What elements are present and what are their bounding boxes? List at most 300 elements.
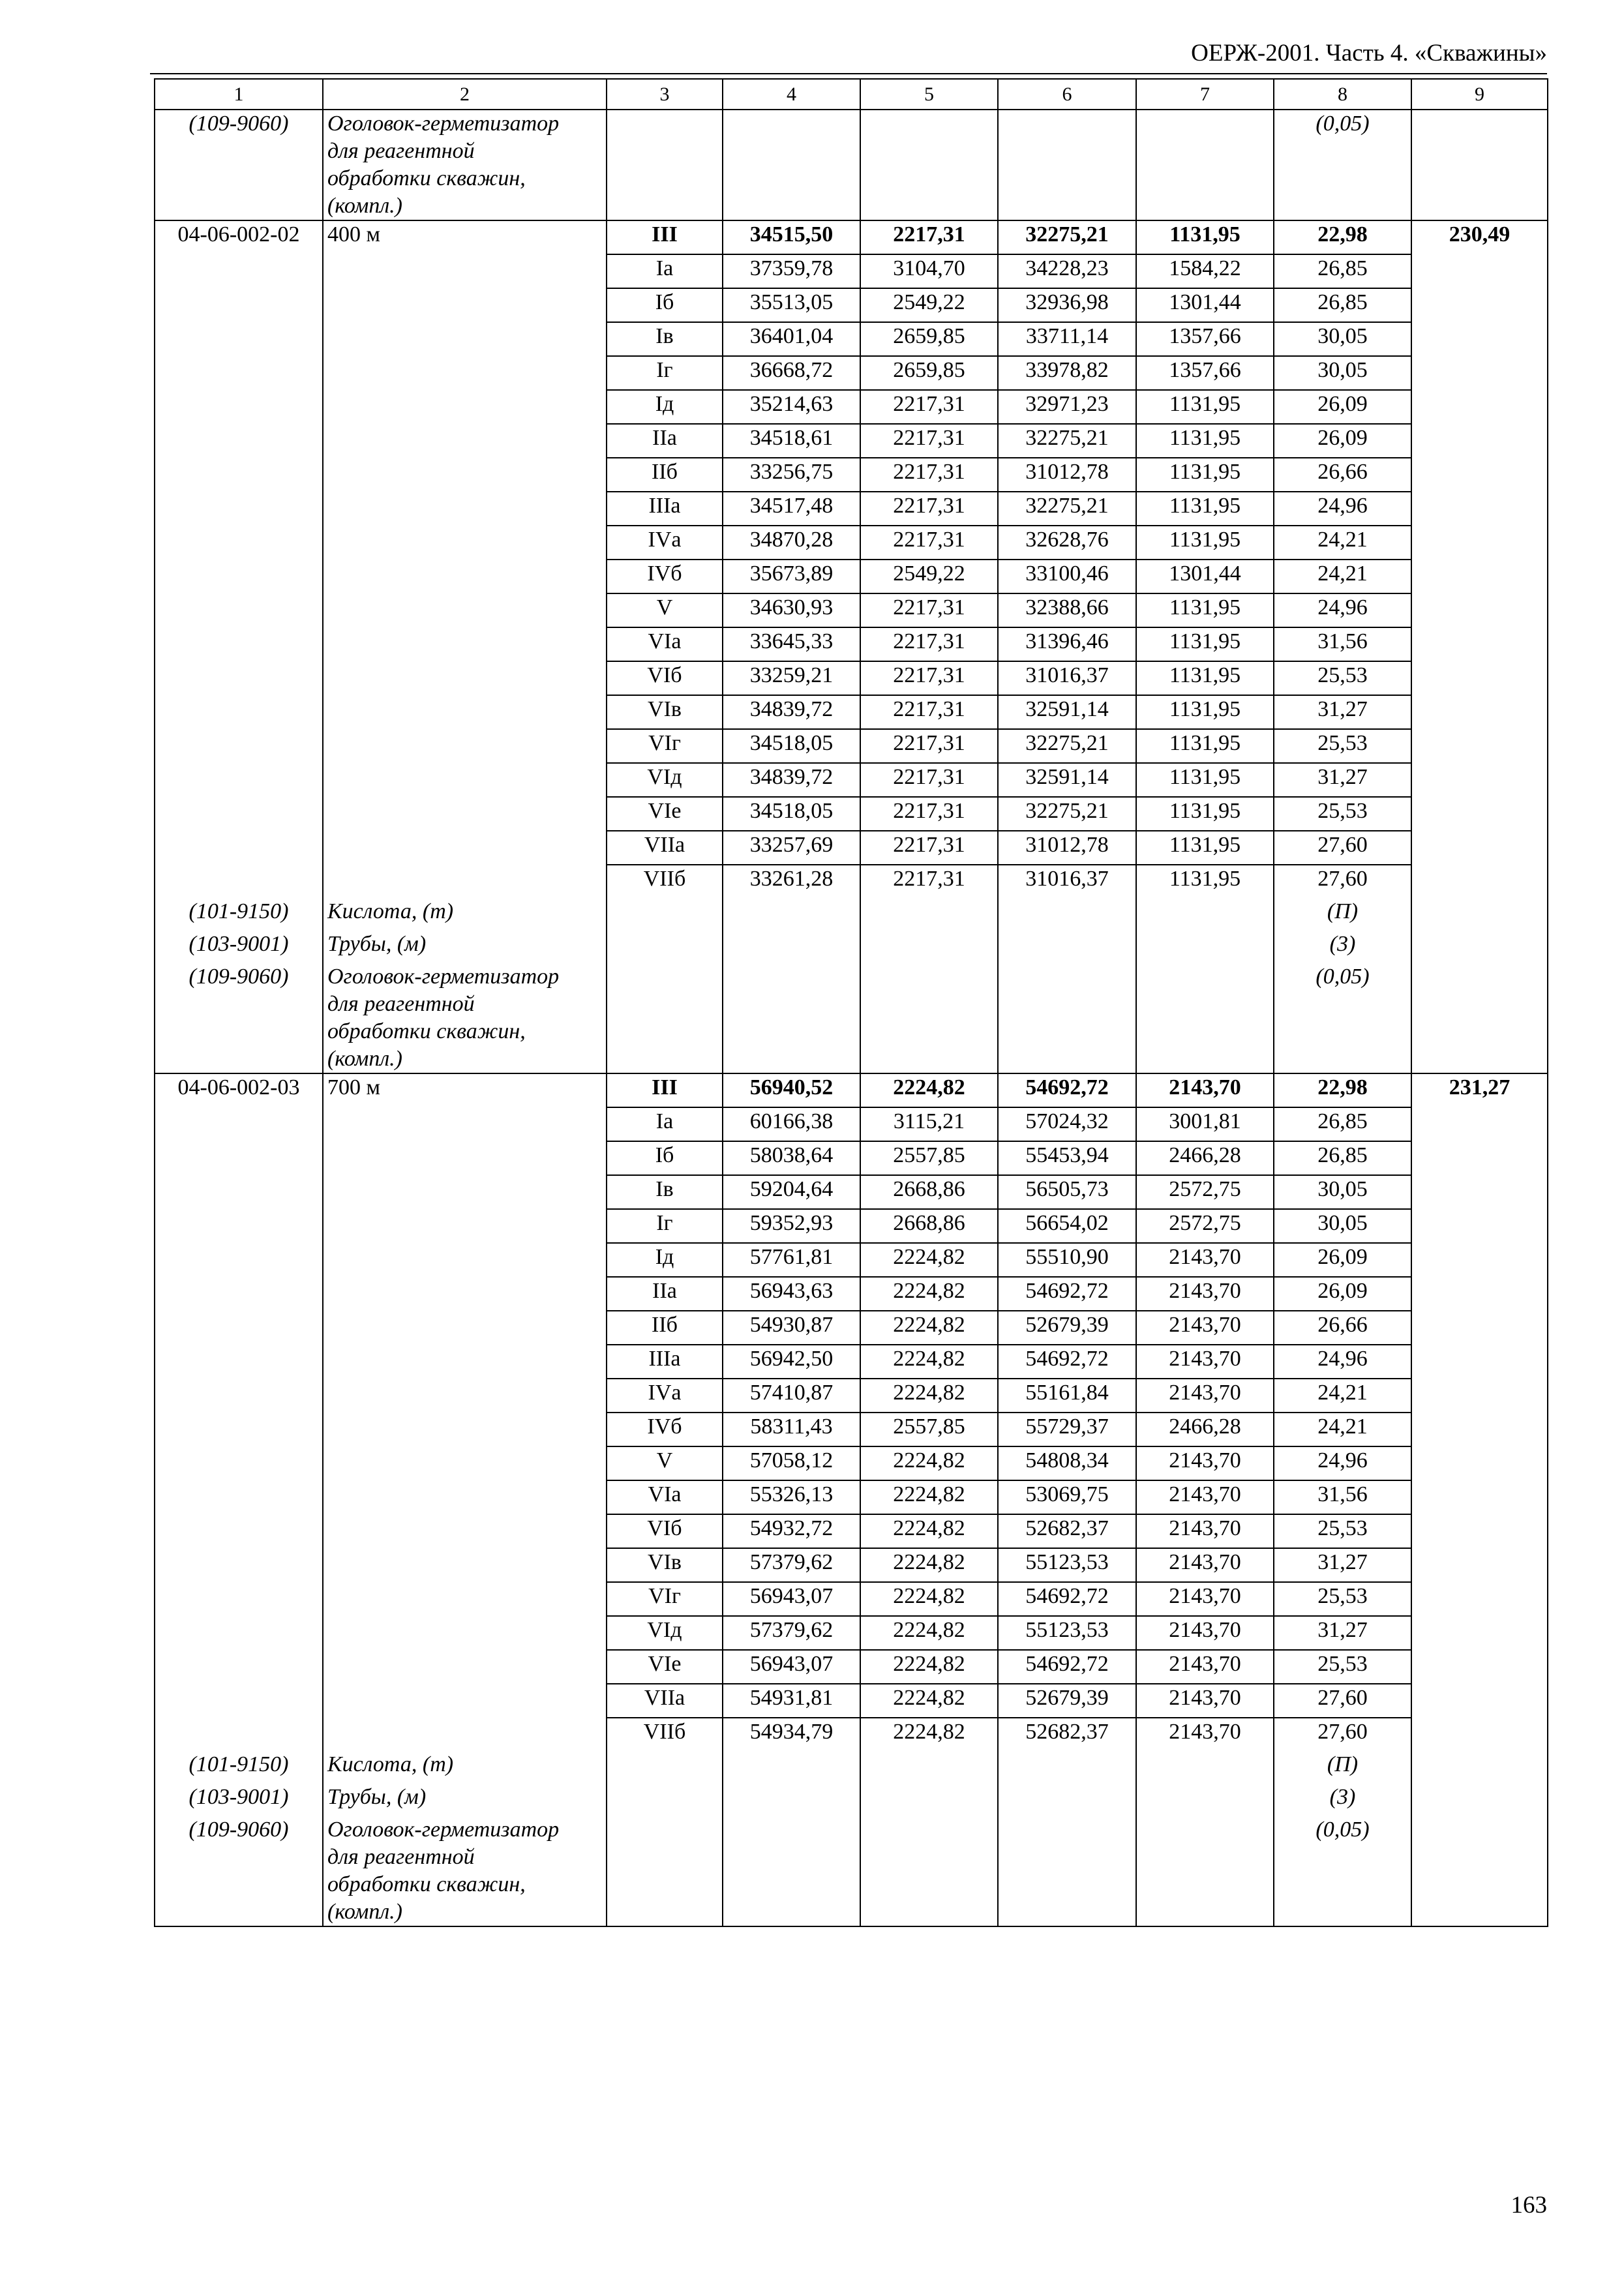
operators-wages: 1301,44 <box>1136 288 1274 322</box>
table-row <box>155 1616 1548 1650</box>
machine-cost: 32591,14 <box>998 695 1136 729</box>
empty-cell <box>155 797 323 831</box>
total-cost: 35214,63 <box>723 390 860 424</box>
empty-cell <box>998 931 1136 963</box>
empty-cell <box>155 865 323 898</box>
total-cost: 58038,64 <box>723 1141 860 1175</box>
total-cost: 35513,05 <box>723 288 860 322</box>
empty-cell <box>607 1751 723 1784</box>
empty-cell <box>1411 831 1548 865</box>
total-cost: 34515,50 <box>723 220 860 254</box>
empty-cell <box>723 1751 860 1784</box>
empty-cell <box>155 1616 323 1650</box>
empty-cell <box>607 1784 723 1816</box>
wages: 2217,31 <box>860 458 998 492</box>
empty-cell <box>155 322 323 356</box>
zone-label: Iв <box>607 322 723 356</box>
empty-cell <box>860 963 998 1073</box>
name-line: для реагентной <box>327 139 475 163</box>
material-row <box>155 110 1548 220</box>
material-value: (0,05) <box>1274 110 1411 220</box>
zone-label: Iг <box>607 356 723 390</box>
wages: 2217,31 <box>860 695 998 729</box>
zone-label: VIв <box>607 1548 723 1582</box>
labor-hours: 25,53 <box>1274 1650 1411 1684</box>
zone-label: Iа <box>607 1107 723 1141</box>
empty-cell <box>1411 593 1548 627</box>
empty-cell <box>323 1209 607 1243</box>
table-row <box>155 1650 1548 1684</box>
wages: 2549,22 <box>860 288 998 322</box>
operators-wages: 1131,95 <box>1136 695 1274 729</box>
machine-cost: 56505,73 <box>998 1175 1136 1209</box>
total-cost: 56943,07 <box>723 1650 860 1684</box>
material-name: Трубы, (м) <box>323 931 607 963</box>
zone-label: VIе <box>607 1650 723 1684</box>
zone-label: Iд <box>607 390 723 424</box>
empty-cell <box>1411 963 1548 1073</box>
column-number: 9 <box>1411 79 1548 110</box>
labor-hours: 26,09 <box>1274 424 1411 458</box>
empty-cell <box>607 1816 723 1926</box>
total-cost: 54934,79 <box>723 1718 860 1751</box>
total-cost: 36668,72 <box>723 356 860 390</box>
labor-hours: 26,66 <box>1274 1311 1411 1345</box>
wages: 3104,70 <box>860 254 998 288</box>
empty-cell <box>1411 1684 1548 1718</box>
total-cost: 34518,05 <box>723 729 860 763</box>
wages: 2224,82 <box>860 1243 998 1277</box>
table-row <box>155 526 1548 560</box>
operators-wages: 2143,70 <box>1136 1480 1274 1514</box>
empty-cell <box>155 1480 323 1514</box>
empty-cell <box>1411 1209 1548 1243</box>
table-row <box>155 1548 1548 1582</box>
zone-label: VIд <box>607 1616 723 1650</box>
labor-hours: 26,85 <box>1274 1141 1411 1175</box>
table-row <box>155 560 1548 593</box>
empty-cell <box>323 1311 607 1345</box>
total-cost: 34839,72 <box>723 763 860 797</box>
empty-cell <box>1411 1718 1548 1751</box>
operators-wages: 2143,70 <box>1136 1684 1274 1718</box>
machine-cost: 55510,90 <box>998 1243 1136 1277</box>
empty-cell <box>155 288 323 322</box>
total-cost: 37359,78 <box>723 254 860 288</box>
total-cost: 54931,81 <box>723 1684 860 1718</box>
table-row <box>155 1345 1548 1379</box>
table-row <box>155 1480 1548 1514</box>
empty-cell <box>1411 1107 1548 1141</box>
total-cost: 36401,04 <box>723 322 860 356</box>
material-value: (0,05) <box>1274 1816 1411 1926</box>
machine-cost: 54692,72 <box>998 1277 1136 1311</box>
machine-cost: 32275,21 <box>998 492 1136 526</box>
machine-cost: 31396,46 <box>998 627 1136 661</box>
operators-wages: 1131,95 <box>1136 492 1274 526</box>
operators-wages: 1131,95 <box>1136 831 1274 865</box>
material-row <box>155 963 1548 1073</box>
material-code: (103-9001) <box>155 1784 323 1816</box>
name-line: для реагентной <box>327 1845 475 1869</box>
empty-cell <box>1411 1784 1548 1816</box>
operators-wages: 2143,70 <box>1136 1582 1274 1616</box>
labor-hours: 25,53 <box>1274 1582 1411 1616</box>
labor-hours: 31,56 <box>1274 627 1411 661</box>
empty-cell <box>998 898 1136 931</box>
total-cost: 56940,52 <box>723 1073 860 1107</box>
empty-cell <box>155 254 323 288</box>
empty-cell <box>323 1684 607 1718</box>
total-cost: 33645,33 <box>723 627 860 661</box>
empty-cell <box>1136 110 1274 220</box>
empty-cell <box>323 288 607 322</box>
name-line: обработки скважин, <box>327 1872 526 1896</box>
empty-cell <box>1136 1816 1274 1926</box>
empty-cell <box>155 424 323 458</box>
table-row <box>155 356 1548 390</box>
name-line: (компл.) <box>327 1900 402 1924</box>
empty-cell <box>1411 1816 1548 1926</box>
operators-wages: 1131,95 <box>1136 729 1274 763</box>
zone-label: VIа <box>607 627 723 661</box>
zone-label: IVб <box>607 560 723 593</box>
total-cost: 57410,87 <box>723 1379 860 1413</box>
empty-cell <box>1411 1345 1548 1379</box>
wages: 2659,85 <box>860 356 998 390</box>
operators-wages: 2143,70 <box>1136 1073 1274 1107</box>
empty-cell <box>1411 424 1548 458</box>
total-cost: 54932,72 <box>723 1514 860 1548</box>
labor-hours: 26,85 <box>1274 1107 1411 1141</box>
empty-cell <box>1411 661 1548 695</box>
material-value: (3) <box>1274 931 1411 963</box>
machine-cost: 31012,78 <box>998 458 1136 492</box>
zone-label: Iб <box>607 288 723 322</box>
wages: 2217,31 <box>860 797 998 831</box>
operators-wages: 1131,95 <box>1136 865 1274 898</box>
operators-wages: 1131,95 <box>1136 627 1274 661</box>
labor-hours: 30,05 <box>1274 322 1411 356</box>
machine-cost: 52682,37 <box>998 1718 1136 1751</box>
wages: 2224,82 <box>860 1480 998 1514</box>
empty-cell <box>1411 288 1548 322</box>
empty-cell <box>607 963 723 1073</box>
labor-hours: 26,09 <box>1274 1243 1411 1277</box>
wages: 2217,31 <box>860 593 998 627</box>
empty-cell <box>723 898 860 931</box>
operators-wages: 2143,70 <box>1136 1446 1274 1480</box>
total-cost: 59352,93 <box>723 1209 860 1243</box>
wages: 2224,82 <box>860 1582 998 1616</box>
labor-hours: 30,05 <box>1274 1175 1411 1209</box>
empty-cell <box>155 560 323 593</box>
wages: 2224,82 <box>860 1379 998 1413</box>
empty-cell <box>155 1243 323 1277</box>
labor-hours: 25,53 <box>1274 797 1411 831</box>
empty-cell <box>323 560 607 593</box>
empty-cell <box>155 458 323 492</box>
table-row <box>155 1446 1548 1480</box>
operators-wages: 2143,70 <box>1136 1277 1274 1311</box>
table-row <box>155 288 1548 322</box>
empty-cell <box>1411 1311 1548 1345</box>
empty-cell <box>155 1413 323 1446</box>
rate-code: 04-06-002-02 <box>155 220 323 254</box>
machine-cost: 52682,37 <box>998 1514 1136 1548</box>
zone-label: III <box>607 1073 723 1107</box>
total-cost: 33261,28 <box>723 865 860 898</box>
table-row <box>155 695 1548 729</box>
name-line: обработки скважин, <box>327 166 526 190</box>
empty-cell <box>155 492 323 526</box>
empty-cell <box>1411 898 1548 931</box>
wages: 2217,31 <box>860 424 998 458</box>
empty-cell <box>1411 1413 1548 1446</box>
wages: 2217,31 <box>860 627 998 661</box>
material-value: (П) <box>1274 898 1411 931</box>
table-row <box>155 322 1548 356</box>
empty-cell <box>155 593 323 627</box>
operators-wages: 1131,95 <box>1136 424 1274 458</box>
column-number-row <box>155 79 1548 110</box>
empty-cell <box>1411 797 1548 831</box>
table-row <box>155 1141 1548 1175</box>
operators-wages: 1131,95 <box>1136 763 1274 797</box>
empty-cell <box>1411 356 1548 390</box>
empty-cell <box>323 661 607 695</box>
table-row <box>155 1209 1548 1243</box>
zone-label: VIIа <box>607 831 723 865</box>
table-row <box>155 1243 1548 1277</box>
machine-cost: 54692,72 <box>998 1650 1136 1684</box>
table-row <box>155 254 1548 288</box>
empty-cell <box>323 729 607 763</box>
labor-hours: 30,05 <box>1274 1209 1411 1243</box>
total-cost: 56943,63 <box>723 1277 860 1311</box>
operators-wages: 2572,75 <box>1136 1209 1274 1243</box>
name-line: (компл.) <box>327 1047 402 1071</box>
empty-cell <box>998 110 1136 220</box>
machine-cost: 32971,23 <box>998 390 1136 424</box>
operators-wages: 1131,95 <box>1136 526 1274 560</box>
table-row <box>155 1073 1548 1107</box>
depth: 400 м <box>323 220 607 254</box>
zone-label: IIIа <box>607 492 723 526</box>
wages: 2217,31 <box>860 526 998 560</box>
total-cost: 57379,62 <box>723 1548 860 1582</box>
material-name <box>323 110 607 220</box>
empty-cell <box>323 1413 607 1446</box>
empty-cell <box>323 1582 607 1616</box>
material-name <box>323 1816 607 1926</box>
wages: 2224,82 <box>860 1616 998 1650</box>
wages: 2217,31 <box>860 831 998 865</box>
empty-cell <box>323 865 607 898</box>
empty-cell <box>155 526 323 560</box>
column-number: 5 <box>860 79 998 110</box>
labor-hours: 27,60 <box>1274 1684 1411 1718</box>
zone-label: Iв <box>607 1175 723 1209</box>
empty-cell <box>323 1345 607 1379</box>
empty-cell <box>1411 1616 1548 1650</box>
empty-cell <box>1136 931 1274 963</box>
wages: 2549,22 <box>860 560 998 593</box>
empty-cell <box>860 1751 998 1784</box>
zone-label: VIг <box>607 729 723 763</box>
table-row <box>155 763 1548 797</box>
empty-cell <box>323 1243 607 1277</box>
empty-cell <box>1136 963 1274 1073</box>
machine-cost: 32591,14 <box>998 763 1136 797</box>
table-row <box>155 729 1548 763</box>
empty-cell <box>998 1751 1136 1784</box>
empty-cell <box>1411 1141 1548 1175</box>
total-cost: 34518,61 <box>723 424 860 458</box>
machine-cost: 33711,14 <box>998 322 1136 356</box>
total-cost: 60166,38 <box>723 1107 860 1141</box>
empty-cell <box>323 1277 607 1311</box>
wages: 2224,82 <box>860 1548 998 1582</box>
empty-cell <box>323 1616 607 1650</box>
table-row <box>155 220 1548 254</box>
machine-cost: 32936,98 <box>998 288 1136 322</box>
empty-cell <box>1411 458 1548 492</box>
labor-hours: 24,96 <box>1274 1345 1411 1379</box>
empty-cell <box>323 254 607 288</box>
labor-hours: 31,27 <box>1274 695 1411 729</box>
table-row <box>155 1175 1548 1209</box>
wages: 2217,31 <box>860 865 998 898</box>
empty-cell <box>1411 492 1548 526</box>
empty-cell <box>1411 627 1548 661</box>
operators-wages: 2143,70 <box>1136 1718 1274 1751</box>
empty-cell <box>155 1718 323 1751</box>
operators-wages: 2572,75 <box>1136 1175 1274 1209</box>
empty-cell <box>1411 1277 1548 1311</box>
table-row <box>155 1582 1548 1616</box>
labor-hours: 31,56 <box>1274 1480 1411 1514</box>
material-name: Кислота, (т) <box>323 898 607 931</box>
name-line: Оголовок-герметизатор <box>327 965 560 989</box>
total-cost: 56942,50 <box>723 1345 860 1379</box>
empty-cell <box>155 1650 323 1684</box>
machine-cost: 57024,32 <box>998 1107 1136 1141</box>
operators-wages: 2143,70 <box>1136 1379 1274 1413</box>
material-row <box>155 1816 1548 1926</box>
machine-cost: 32275,21 <box>998 729 1136 763</box>
empty-cell <box>323 424 607 458</box>
labor-hours: 25,53 <box>1274 661 1411 695</box>
labor-hours: 26,66 <box>1274 458 1411 492</box>
empty-cell <box>607 898 723 931</box>
empty-cell <box>1411 729 1548 763</box>
total-cost: 34630,93 <box>723 593 860 627</box>
material-code: (101-9150) <box>155 898 323 931</box>
table-row <box>155 865 1548 898</box>
machine-cost: 54692,72 <box>998 1345 1136 1379</box>
empty-cell <box>860 931 998 963</box>
zone-label: VIIб <box>607 1718 723 1751</box>
empty-cell <box>323 831 607 865</box>
material-code: (109-9060) <box>155 963 323 1073</box>
zone-label: VIд <box>607 763 723 797</box>
table-row <box>155 1413 1548 1446</box>
labor-hours: 26,09 <box>1274 1277 1411 1311</box>
empty-cell <box>1411 1446 1548 1480</box>
empty-cell <box>323 627 607 661</box>
material-code: (101-9150) <box>155 1751 323 1784</box>
zone-label: VIб <box>607 1514 723 1548</box>
wages: 2217,31 <box>860 390 998 424</box>
name-line: для реагентной <box>327 992 475 1016</box>
empty-cell <box>1411 1514 1548 1548</box>
zone-label: VIб <box>607 661 723 695</box>
zone-label: IVа <box>607 1379 723 1413</box>
empty-cell <box>323 763 607 797</box>
empty-cell <box>155 1209 323 1243</box>
machine-cost: 31016,37 <box>998 865 1136 898</box>
total-cost: 34517,48 <box>723 492 860 526</box>
labor-hours: 31,27 <box>1274 1548 1411 1582</box>
labor-hours: 26,85 <box>1274 288 1411 322</box>
empty-cell <box>323 1446 607 1480</box>
zone-label: Iг <box>607 1209 723 1243</box>
column-number: 6 <box>998 79 1136 110</box>
labor-hours: 24,21 <box>1274 1413 1411 1446</box>
empty-cell <box>723 931 860 963</box>
total-cost: 35673,89 <box>723 560 860 593</box>
wages: 3115,21 <box>860 1107 998 1141</box>
empty-cell <box>723 1816 860 1926</box>
machine-cost: 52679,39 <box>998 1311 1136 1345</box>
empty-cell <box>998 963 1136 1073</box>
name-line: обработки скважин, <box>327 1019 526 1043</box>
empty-cell <box>323 1514 607 1548</box>
table-row <box>155 424 1548 458</box>
labor-hours: 24,21 <box>1274 560 1411 593</box>
column-number: 2 <box>323 79 607 110</box>
wages: 2659,85 <box>860 322 998 356</box>
wages: 2224,82 <box>860 1345 998 1379</box>
empty-cell <box>1136 1751 1274 1784</box>
empty-cell <box>1411 254 1548 288</box>
operators-wages: 1131,95 <box>1136 797 1274 831</box>
empty-cell <box>860 1784 998 1816</box>
column-number: 7 <box>1136 79 1274 110</box>
empty-cell <box>723 110 860 220</box>
machine-cost: 33100,46 <box>998 560 1136 593</box>
table-row <box>155 1684 1548 1718</box>
operators-wages: 2143,70 <box>1136 1514 1274 1548</box>
machine-cost: 32628,76 <box>998 526 1136 560</box>
table-row <box>155 593 1548 627</box>
machine-cost: 56654,02 <box>998 1209 1136 1243</box>
labor-hours: 25,53 <box>1274 729 1411 763</box>
zone-label: IIб <box>607 1311 723 1345</box>
empty-cell <box>155 1277 323 1311</box>
operators-wages: 1131,95 <box>1136 593 1274 627</box>
zone-label: IIб <box>607 458 723 492</box>
wages: 2217,31 <box>860 661 998 695</box>
operators-wages: 1584,22 <box>1136 254 1274 288</box>
name-line: Оголовок-герметизатор <box>327 112 560 136</box>
operators-wages: 1131,95 <box>1136 661 1274 695</box>
machine-cost: 55123,53 <box>998 1548 1136 1582</box>
empty-cell <box>1411 1175 1548 1209</box>
material-name <box>323 963 607 1073</box>
empty-cell <box>860 1816 998 1926</box>
